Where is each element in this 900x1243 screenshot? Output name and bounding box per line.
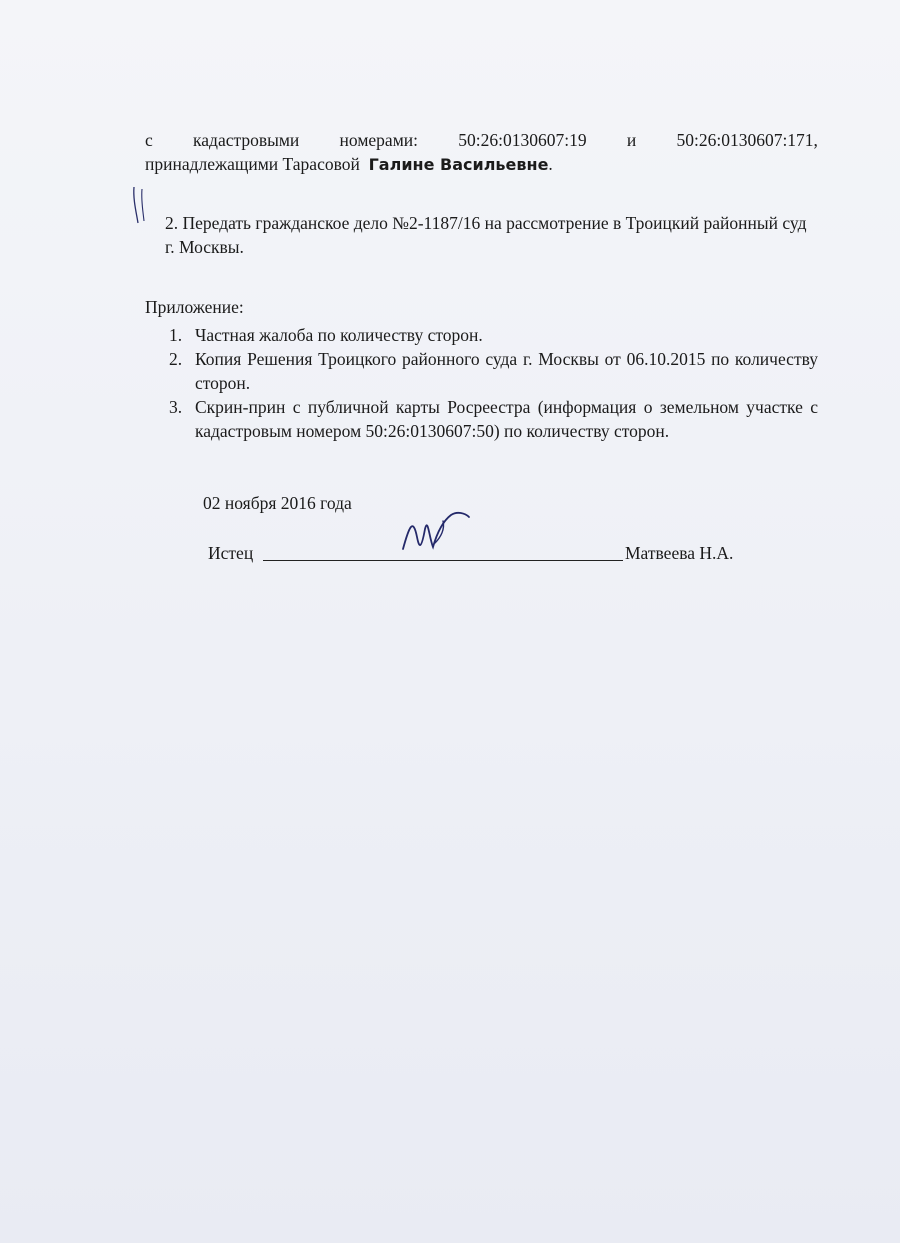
handwritten-signature: [395, 507, 475, 567]
appendix-item: 1. Частная жалоба по количеству сторон.: [169, 325, 483, 345]
appendix-item: 2. Копия Решения Троицкого районного суда г. Москвы от 06.10.2015 по количеству сторон.: [169, 349, 818, 393]
plaintiff-label: Истец: [208, 543, 254, 563]
text-line-2: принадлежащими Тарасовой Галине Васильевне.: [145, 154, 553, 174]
signature-row: [145, 541, 818, 571]
text-line-1: с кадастровыми номерами: 50:26:0130607:19 и 50:26:0130607:171,: [145, 130, 818, 150]
document-body: [145, 128, 818, 571]
owner-name: Галине Васильевне: [368, 155, 549, 174]
appendix-item: 3. Скрин-прин с публичной карты Росреестра (информация о земельном участке с кадастровым номером 50:26:0130607:50) по количеству сторон.: [169, 397, 818, 441]
resolution-item-2: 2. Передать гражданское дело №2-1187/16 на рассмотрение в Троицкий районный суд г. Москвы.: [165, 213, 807, 257]
document-date: 02 ноября 2016 года: [203, 493, 352, 513]
appendix-list: [145, 323, 818, 443]
appendix-title: Приложение:: [145, 297, 244, 317]
plaintiff-name: Матвеева Н.А.: [625, 543, 734, 563]
